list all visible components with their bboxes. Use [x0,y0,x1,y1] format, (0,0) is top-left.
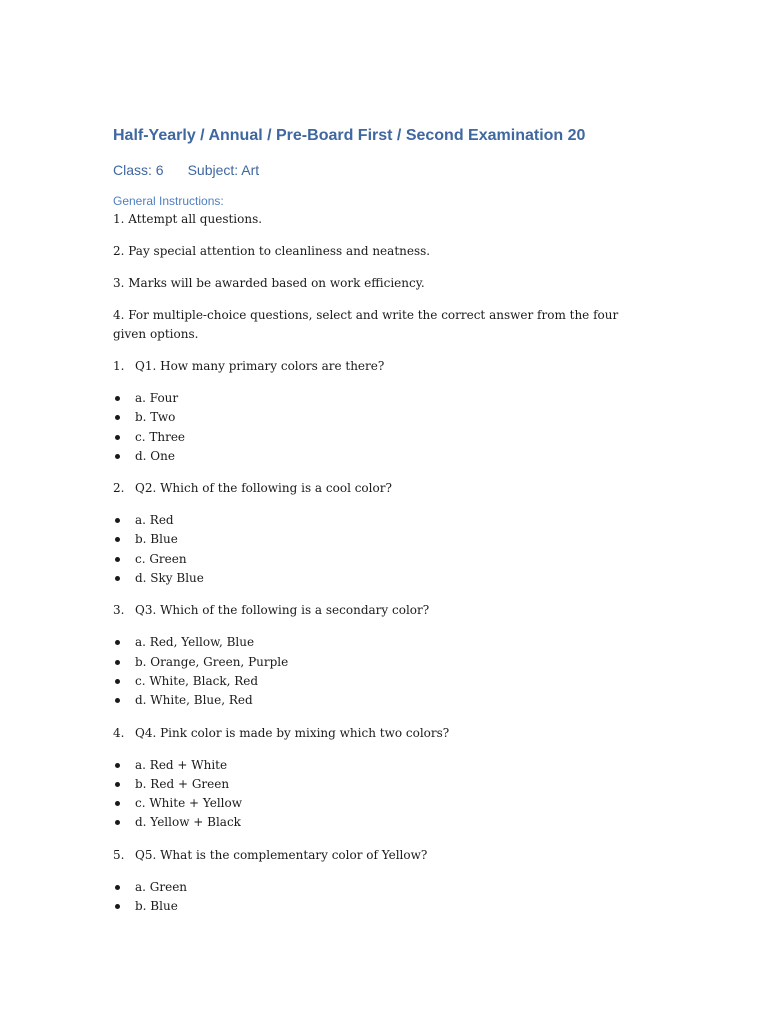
question-number: 1. [113,359,125,373]
option-text: c. Three [135,429,186,444]
option-text: c. White + Yellow [135,796,243,811]
option-list [113,511,653,588]
option-list [113,633,653,710]
option-text: d. Yellow + Black [135,815,241,830]
option-item [113,550,653,569]
option-item [113,633,653,652]
option-text: b. Blue [135,899,178,914]
option-item [113,653,653,672]
question [113,724,653,743]
question [113,357,653,376]
bullet-icon [113,775,135,794]
option-text: c. White, Black, Red [135,673,259,688]
question-text: Q5. What is the complementary color of Yellow? [135,847,428,862]
document-content [113,124,653,916]
option-text: c. Green [135,551,187,566]
option-item [113,775,653,794]
instruction-item: 4. For multiple-choice questions, select and write the correct answer from the four given options. [113,308,619,341]
bullet-icon [113,794,135,813]
bullet-icon [113,550,135,569]
question-number: 3. [113,603,125,618]
subject-label: Subject: Art [187,162,260,178]
question [113,479,653,498]
option-text: b. Red + Green [135,776,230,791]
bullet-icon [113,408,135,427]
option-text: a. Red + White [135,757,228,772]
option-item [113,794,653,813]
bullet-icon [113,447,135,466]
option-text: d. Sky Blue [135,571,204,586]
option-text: a. Red [135,513,174,528]
bullet-icon [113,428,135,447]
option-item [113,813,653,832]
option-list [113,389,653,466]
question-text: Q2. Which of the following is a cool color? [135,481,392,496]
bullet-icon [113,672,135,691]
option-list [113,878,653,917]
question-number: 2. [113,481,125,496]
option-item [113,447,653,466]
instruction-item: 3. Marks will be awarded based on work efficiency. [113,276,425,290]
question-number: 5. [113,847,125,862]
option-item [113,672,653,691]
option-item [113,756,653,775]
bullet-icon [113,756,135,775]
option-item [113,569,653,588]
bullet-icon [113,530,135,549]
option-item [113,530,653,549]
bullet-icon [113,389,135,408]
option-item [113,897,653,916]
bullet-icon [113,813,135,832]
bullet-icon [113,511,135,530]
bullet-icon [113,878,135,897]
option-item [113,511,653,530]
option-text: b. Orange, Green, Purple [135,654,289,669]
question-text: Q3. Which of the following is a secondary color? [135,603,430,618]
question-number: 4. [113,725,125,740]
question [113,846,653,865]
question-text: Q4. Pink color is made by mixing which two colors? [135,725,450,740]
option-item [113,428,653,447]
bullet-icon [113,897,135,916]
option-text: a. Red, Yellow, Blue [135,635,255,650]
option-text: a. Green [135,879,188,894]
class-label: Class: 6 [113,162,164,178]
instructions-heading: General Instructions: [113,194,224,208]
question-text: Q1. How many primary colors are there? [135,359,385,373]
bullet-icon [113,633,135,652]
option-item [113,408,653,427]
question [113,601,653,620]
option-item [113,691,653,710]
option-text: a. Four [135,391,179,405]
option-text: d. One [135,448,175,463]
option-item [113,878,653,897]
bullet-icon [113,653,135,672]
option-text: b. Blue [135,532,178,547]
option-text: b. Two [135,410,176,425]
option-list [113,756,653,833]
option-text: d. White, Blue, Red [135,693,253,708]
instruction-item: 2. Pay special attention to cleanliness and neatness. [113,244,431,258]
exam-title: Half-Yearly / Annual / Pre-Board First / Second Examination 20 [113,127,586,144]
bullet-icon [113,569,135,588]
option-item [113,389,653,408]
bullet-icon [113,691,135,710]
instruction-item: 1. Attempt all questions. [113,212,263,226]
exam-subtitle [113,160,653,180]
